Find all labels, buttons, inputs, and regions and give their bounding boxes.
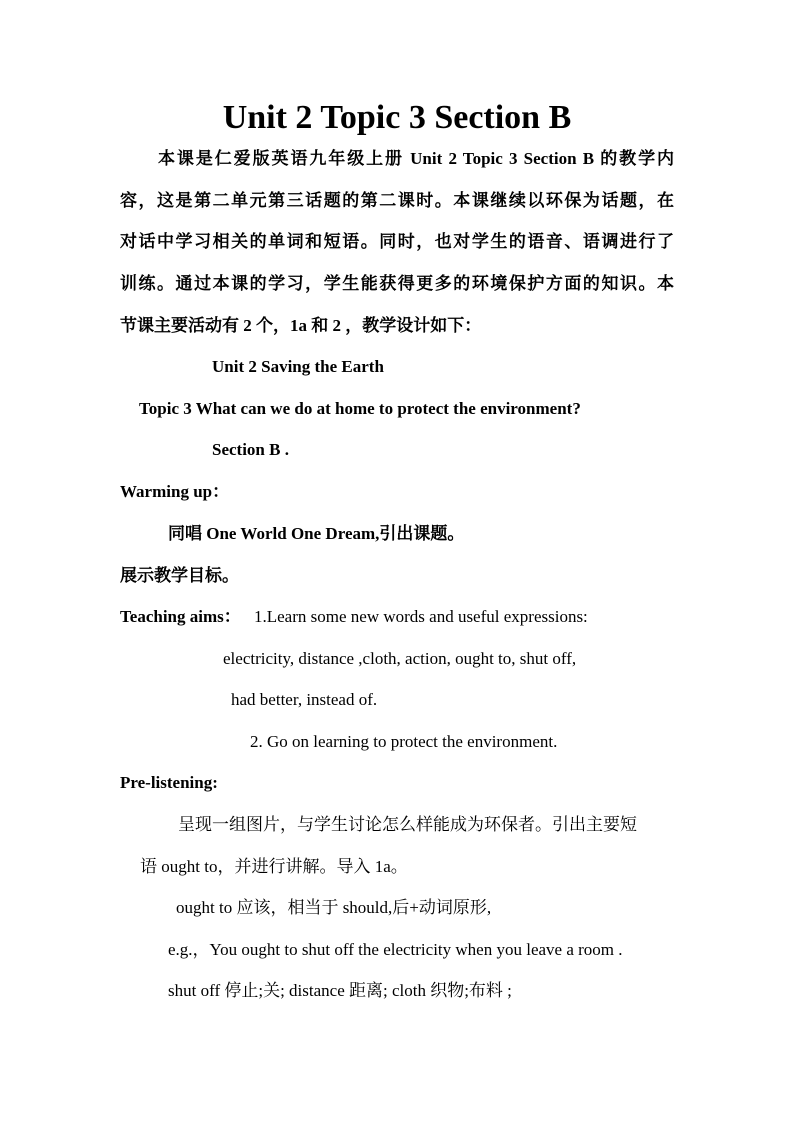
show-aims-text: 展示教学目标。 (120, 566, 239, 585)
teaching-aim-2: 2. Go on learning to protect the environment. (250, 732, 558, 751)
intro-line-4: 训练。通过本课的学习，学生能获得更多的环境保护方面的知识。本 (120, 274, 674, 293)
page-title: Unit 2 Topic 3 Section B (222, 99, 572, 136)
pre-listening-label: Pre-listening: (120, 773, 218, 792)
teaching-aim-words-2: had better, instead of. (231, 690, 378, 709)
pre-listening-para-line-2: 语 ought to，并进行讲解。导入 1a。 (140, 857, 408, 876)
ought-to-note: ought to 应该，相当于 should,后+动词原形, (176, 898, 492, 917)
vocabulary-note: shut off 停止;关; distance 距离; cloth 织物;布料 ; (168, 981, 512, 1000)
intro-line-1: 本课是仁爱版英语九年级上册 Unit 2 Topic 3 Section B 的教学内 (158, 149, 674, 168)
unit-heading: Unit 2 Saving the Earth (212, 357, 384, 376)
pre-listening-para-line-1: 呈现一组图片，与学生讨论怎么样能成为环保者。引出主要短 (178, 815, 637, 834)
warming-up-text: 同唱 One World One Dream,引出课题。 (168, 524, 465, 543)
intro-line-2: 容，这是第二单元第三话题的第二课时。本课继续以环保为话题，在 (120, 191, 674, 210)
intro-line-5: 节课主要活动有 2 个，1a 和 2 ，教学设计如下： (120, 316, 482, 335)
section-heading: Section B . (212, 440, 289, 459)
intro-line-3: 对话中学习相关的单词和短语。同时，也对学生的语音、语调进行了 (120, 232, 674, 251)
teaching-aim-1: 1.Learn some new words and useful expressions: (254, 607, 588, 626)
topic-heading: Topic 3 What can we do at home to protect the environment? (139, 399, 581, 418)
example-sentence: e.g.，You ought to shut off the electricity when you leave a room . (168, 940, 623, 959)
warming-up-label: Warming up： (120, 482, 230, 501)
teaching-aim-words-1: electricity, distance ,cloth, action, ought to, shut off, (223, 649, 577, 668)
teaching-aims-label: Teaching aims： (120, 607, 241, 626)
